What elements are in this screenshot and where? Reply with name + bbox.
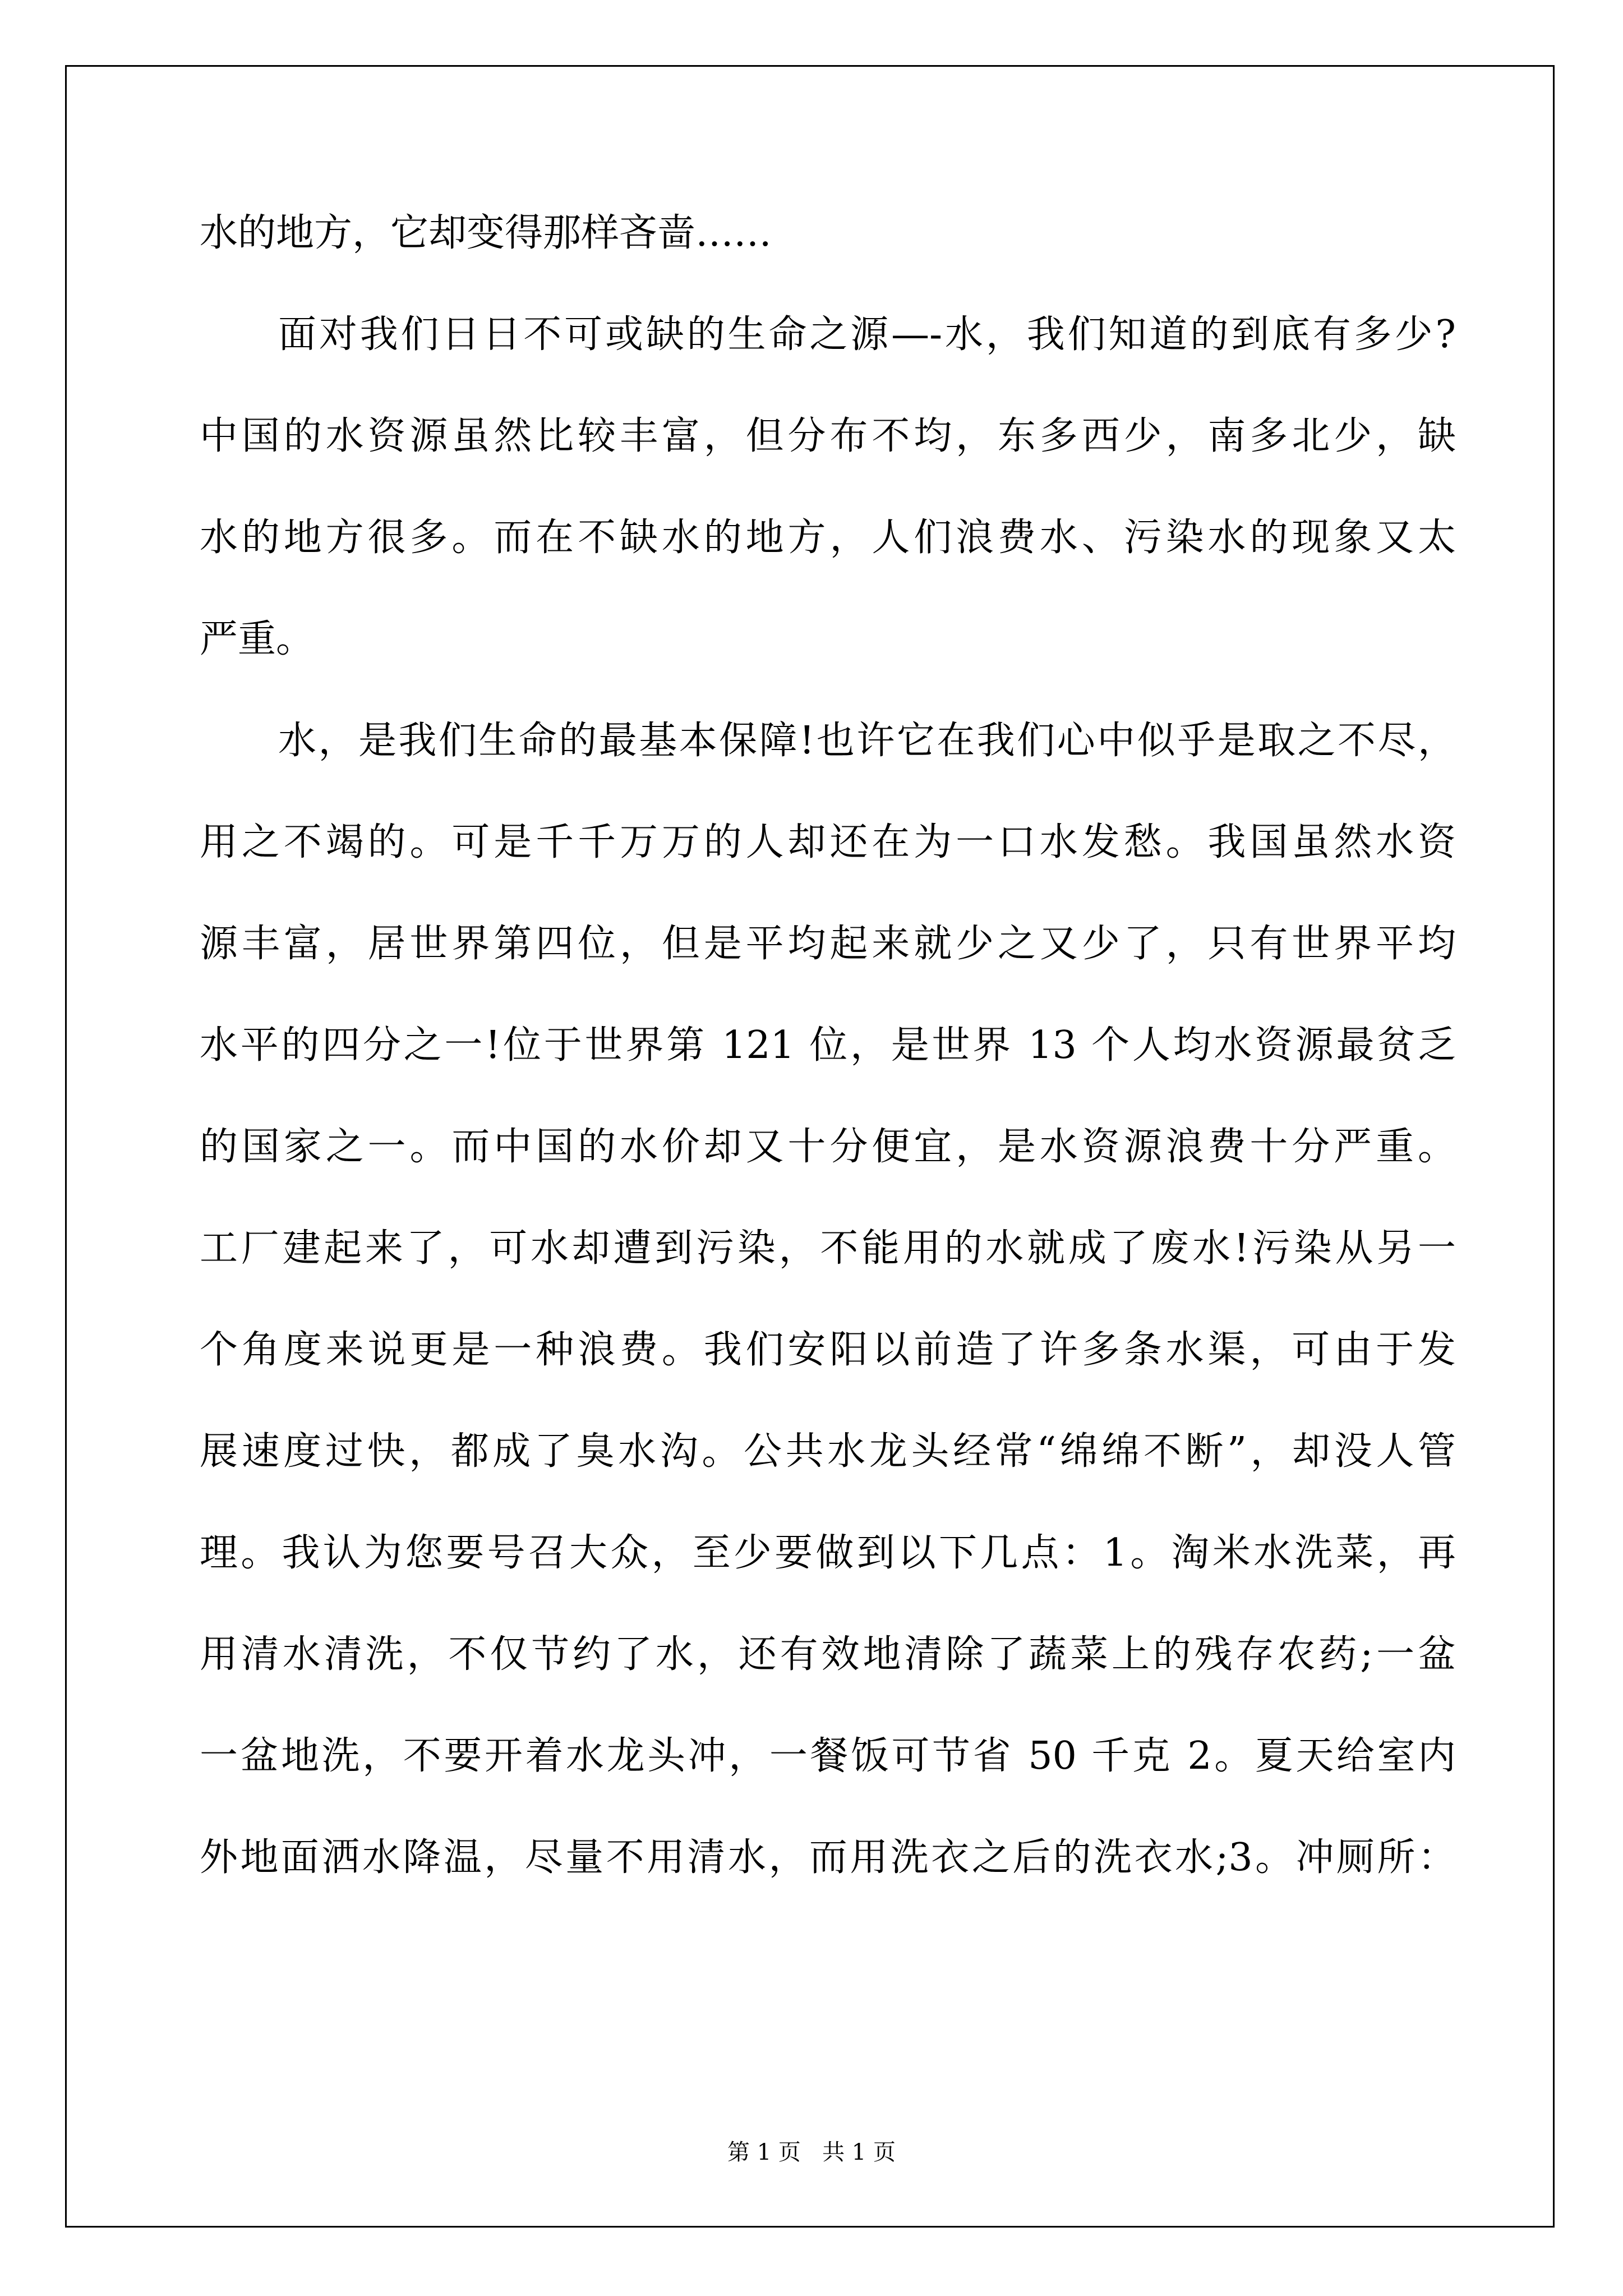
text-line: 用之不竭的。可是千千万万的人却还在为一口水发愁。我国虽然水资: [200, 820, 1456, 864]
text-line: 个角度来说更是一种浪费。我们安阳以前造了许多条水渠，可由于发: [200, 1328, 1456, 1372]
text-line: 用清水清洗，不仅节约了水，还有效地清除了蔬菜上的残存农药;一盆: [200, 1632, 1456, 1677]
page-footer: 第 1 页 共 1 页: [727, 2139, 896, 2165]
text-line: 水的地方，它却变得那样吝啬……: [200, 211, 772, 255]
text-line: 严重。: [200, 617, 315, 661]
text-line: 工厂建起来了，可水却遭到污染，不能用的水就成了废水!污染从另一: [200, 1226, 1456, 1271]
text-line: 水的地方很多。而在不缺水的地方，人们浪费水、污染水的现象又太: [200, 516, 1456, 560]
text-line: 面对我们日日不可或缺的生命之源—-水，我们知道的到底有多少?: [278, 312, 1456, 357]
text-line: 水，是我们生命的最基本保障!也许它在我们心中似乎是取之不尽，: [278, 719, 1456, 763]
text-line: 理。我认为您要号召大众，至少要做到以下几点：1。淘米水洗菜，再: [200, 1531, 1456, 1575]
text-line: 外地面洒水降温，尽量不用清水，而用洗衣之后的洗衣水;3。冲厕所：: [200, 1835, 1456, 1880]
text-line: 展速度过快，都成了臭水沟。公共水龙头经常“绵绵不断”，却没人管: [200, 1429, 1456, 1474]
text-line: 一盆地洗，不要开着水龙头冲，一餐饭可节省 50 千克 2。夏天给室内: [200, 1734, 1456, 1778]
text-line: 源丰富，居世界第四位，但是平均起来就少之又少了，只有世界平均: [200, 922, 1456, 966]
text-line: 的国家之一。而中国的水价却又十分便宜，是水资源浪费十分严重。: [200, 1125, 1456, 1169]
document-body: [200, 208, 1456, 1934]
text-line: 中国的水资源虽然比较丰富，但分布不均，东多西少，南多北少，缺: [200, 414, 1456, 458]
text-line: 水平的四分之一!位于世界第 121 位，是世界 13 个人均水资源最贫乏: [200, 1023, 1456, 1068]
